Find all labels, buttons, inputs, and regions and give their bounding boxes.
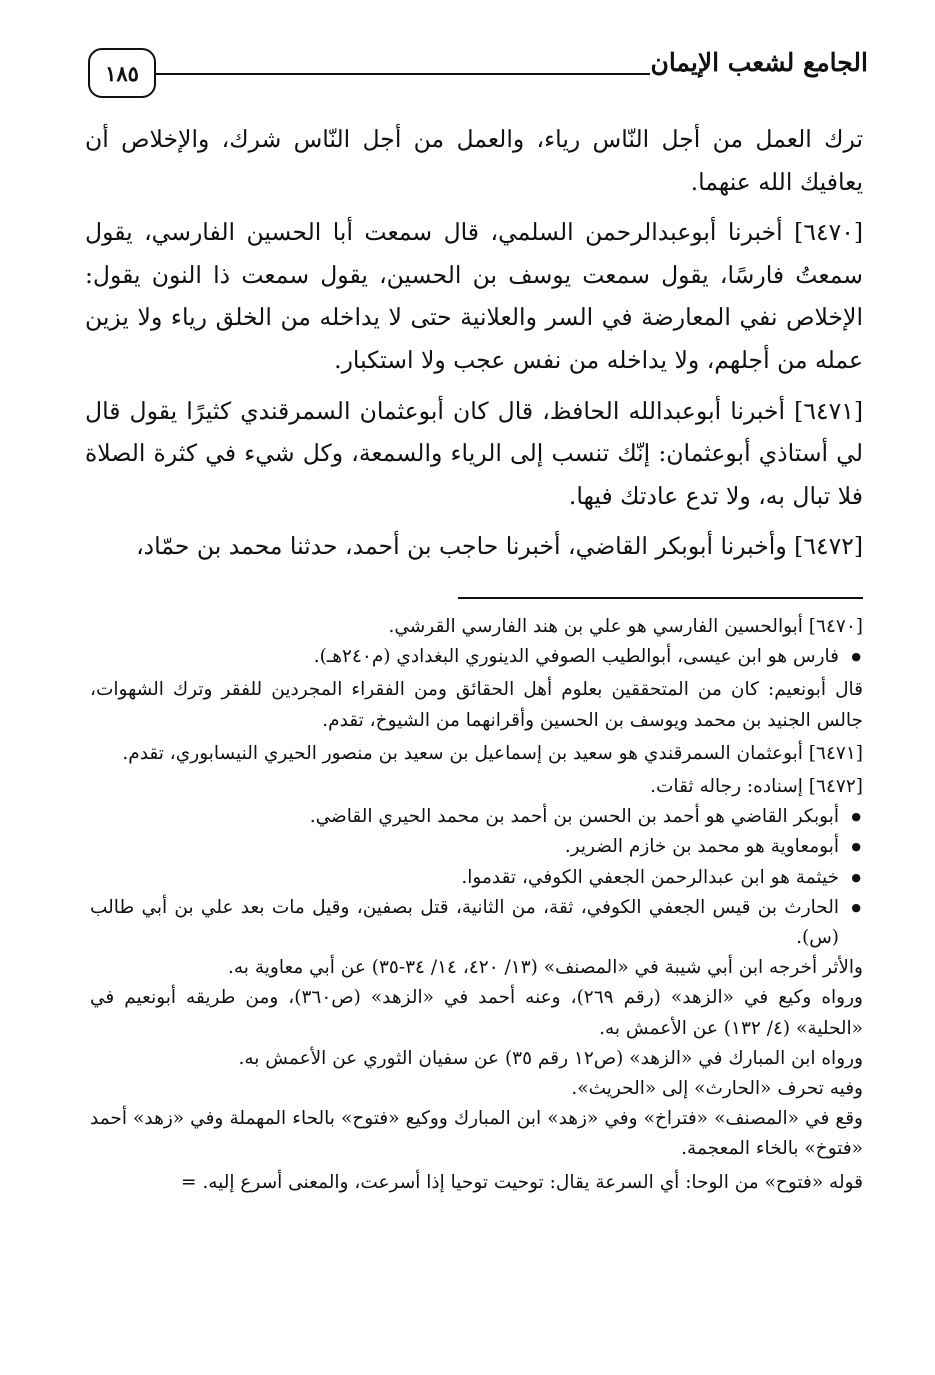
footnote-separator xyxy=(458,597,863,599)
page-header xyxy=(88,44,868,108)
footnote: [٦٤٧٢] إسناده: رجاله ثقات. xyxy=(650,776,863,798)
footnote: وفيه تحرف «الحارث» إلى «الحريث». xyxy=(571,1078,863,1100)
paragraph: ترك العمل من أجل النّاس رياء، والعمل من أجل النّاس شرك، والإخلاص أن يعافيك الله عنهما. xyxy=(85,125,863,196)
paragraph-6471: [٦٤٧١] أخبرنا أبوعبدالله الحافظ، قال كان أبوعثمان السمرقندي كثيرًا يقول قال لي أستاذي أبوعثمان: إنّك تنسب إلى الرياء والسمعة، وكل شيء في كثرة الصلاة فلا تبال به، ولا تدع عادتك فيها. xyxy=(85,396,863,510)
footnote: قال أبونعيم: كان من المتحققين بعلوم أهل الحقائق ومن الفقراء المجردين للفقر وترك الشهوات، جالس الجنيد بن محمد ويوسف بن الحسين وأقرانهما من الشيوخ، تقدم. xyxy=(90,679,863,731)
footnote: قوله «فتوح» من الوحا: أي السرعة يقال: توحيت توحيا إذا أسرعت، والمعنى أسرع إليه. = xyxy=(180,1171,863,1193)
paragraph-6470: [٦٤٧٠] أخبرنا أبوعبدالرحمن السلمي، قال سمعت أبا الحسين الفارسي، يقول سمعتُ فارسًا، يقول سمعت يوسف بن الحسين، يقول سمعت ذا النون يقول: الإخلاص نفي المعارضة في السر والعلانية حتى لا يداخله من الخلق رياء ولا يزين عمله من أجلهم، ولا يداخله من نفس عجب ولا استكبار. xyxy=(85,218,863,374)
footnote-bullet: ● فارس هو ابن عيسى، أبوالطيب الصوفي الدينوري البغدادي (م٢٤٠هـ). xyxy=(90,642,863,672)
footnote: [٦٤٧٠] أبوالحسين الفارسي هو علي بن هند الفارسي القرشي. xyxy=(388,616,863,637)
footnote: ورواه وكيع في «الزهد» (رقم ٢٦٩)، وعنه أحمد في «الزهد» (ص٣٦٠)، ومن طريقه أبونعيم في «الحلية» (٤/ ١٣٢) عن الأعمش به. xyxy=(90,987,863,1039)
footnote: والأثر أخرجه ابن أبي شيبة في «المصنف» (١٣/ ٤٢٠، ١٤/ ٣٤-٣٥) عن أبي معاوية به. xyxy=(227,957,863,979)
book-title: الجامع لشعب الإيمان xyxy=(650,48,868,77)
main-text xyxy=(85,118,863,576)
footnote-bullet: ● أبومعاوية هو محمد بن خازم الضرير. xyxy=(90,832,863,862)
footnote: ورواه ابن المبارك في «الزهد» (ص١٢ رقم ٣٥) عن سفيان الثوري عن الأعمش به. xyxy=(238,1047,863,1069)
footnote: [٦٤٧١] أبوعثمان السمرقندي هو سعيد بن إسماعيل بن سعيد بن منصور الحيري النيسابوري، تقدم. xyxy=(122,742,863,764)
footnotes xyxy=(90,612,863,1198)
footnote-bullet: ● أبوبكر القاضي هو أحمد بن الحسن بن أحمد بن محمد الحيري القاضي. xyxy=(90,802,863,832)
footnote: وقع في «المصنف» «فتراخ» وفي «زهد» ابن المبارك ووكيع «فتوح» بالحاء المهملة وفي «زهد» أحمد «فتوخ» بالخاء المعجمة. xyxy=(90,1108,863,1160)
header-rule xyxy=(154,73,650,75)
page-number: ١٨٥ xyxy=(88,48,156,98)
paragraph-6472: [٦٤٧٢] وأخبرنا أبوبكر القاضي، أخبرنا حاجب بن أحمد، حدثنا محمد بن حمّاد، xyxy=(136,532,863,561)
footnote-bullet: ● الحارث بن قيس الجعفي الكوفي، ثقة، من الثانية، قتل بصفين، وقيل مات بعد علي بن أبي طالب (س). xyxy=(90,893,863,953)
footnote-bullet: ● خيثمة هو ابن عبدالرحمن الجعفي الكوفي، تقدموا. xyxy=(90,863,863,893)
